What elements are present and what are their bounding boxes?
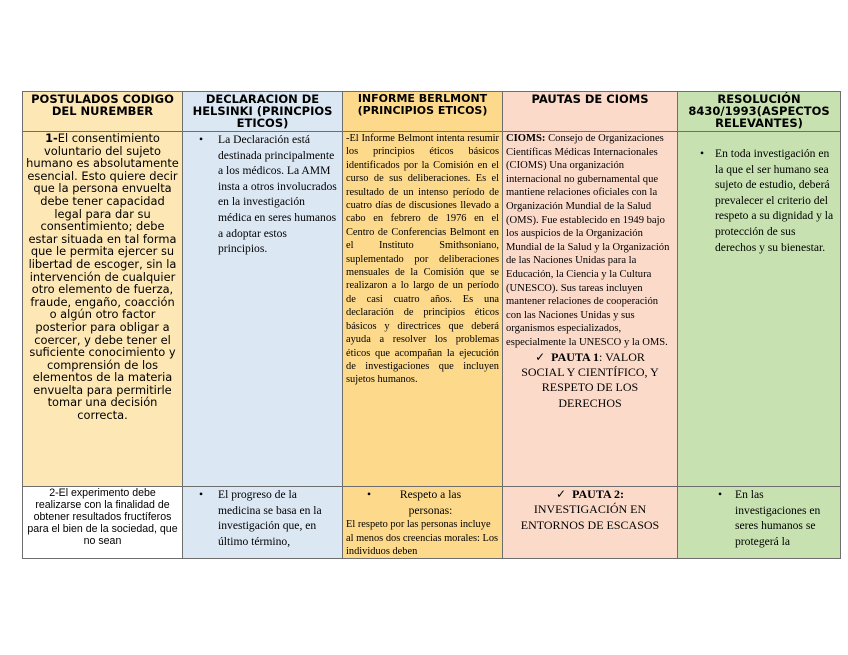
resolucion-text: En las investigaciones en seres humanos se protegerá la (735, 488, 821, 548)
pauta-text: INVESTIGACIÓN EN ENTORNOS DE ESCASOS (520, 502, 660, 532)
helsinki-text: La Declaración está destinada principalmente a los médicos. La AMM insta a otros involucrados en la investigación médica en seres humanos a adoptar estos principios. (218, 133, 337, 256)
nuremberg-postulate-1 (26, 132, 179, 422)
belmont-text: El respeto por las personas incluye al menos dos creencias morales: Los individuos deben (346, 519, 499, 557)
pauta-text: : VALOR SOCIAL Y CIENTÍFICO, Y RESPETO DE LOS DERECHOS (521, 349, 659, 410)
header-cioms: PAUTAS DE CIOMS (503, 92, 678, 132)
cell-belmont-2 (343, 487, 503, 559)
helsinki-text: El progreso de la medicina se basa en la investigación que, en último término, (218, 488, 322, 548)
bullet-icon: • (366, 488, 372, 501)
cell-cioms-1 (503, 132, 678, 487)
cell-helsinki-1 (183, 132, 343, 487)
cioms-description (506, 132, 674, 350)
belmont-bullet-text: Respeto a las personas: (399, 488, 462, 517)
postulate-text: El consentimiento voluntario del sujeto humano es absolutamente esencial. Esto quiere decir que la persona envuelta debe tener capacidad legal para dar su consentimiento; debe estar situada en tal forma que le permita ejercer su libertad de escoger, sin la intervención de cualquier otro elemento de fuerza, fraude, engaño, coacción o algún otro factor posterior para obligar a coercer, y debe tener el suficiente conocimiento y comprensión de los elementos de la materia envuelta para permitirle tomar una decisión correcta. (26, 131, 179, 423)
checkmark-icon: ✓ (556, 487, 567, 501)
belmont-bullet-item (360, 487, 479, 518)
bullet-icon: • (717, 488, 723, 501)
header-resolucion: RESOLUCIÓN 8430/1993(ASPECTOS RELEVANTES) (678, 92, 841, 132)
resolucion-bullet-item (693, 146, 837, 255)
checkmark-icon: ✓ (535, 349, 546, 364)
cell-nuremberg-1 (23, 132, 183, 487)
cioms-pauta-1 (506, 350, 674, 412)
resolucion-bullet-item (711, 487, 837, 549)
cell-helsinki-2 (183, 487, 343, 559)
cell-resolucion-1 (678, 132, 841, 487)
header-helsinki: DECLARACION DE HELSINKI (PRINCPIOS ETICOS) (183, 92, 343, 132)
postulate-number: 1- (45, 131, 58, 145)
comparison-table (22, 91, 841, 559)
helsinki-bullet-item (192, 487, 339, 549)
pauta-label: PAUTA 2: (572, 487, 624, 501)
helsinki-bullet-item (192, 132, 339, 257)
cell-resolucion-2 (678, 487, 841, 559)
cioms-pauta-2 (506, 487, 674, 533)
header-row (23, 92, 841, 132)
table-row (23, 132, 841, 487)
cell-belmont-1 (343, 132, 503, 487)
header-belmont: INFORME BERLMONT (PRINCIPIOS ETICOS) (343, 92, 503, 132)
resolucion-text: En toda investigación en la que el ser humano sea sujeto de estudio, deberá prevalecer el criterio del respeto a su dignidad y la protección de sus derechos y su bienestar. (715, 147, 834, 254)
pauta-label: PAUTA 1 (551, 349, 600, 364)
nuremberg-postulate-2: 2-El experimento debe realizarse con la finalidad de obtener resultados fructíferos para el bien de la sociedad, que no sean (27, 487, 178, 547)
cioms-label: CIOMS: (506, 133, 546, 144)
bullet-icon: • (699, 147, 705, 160)
header-nuremberg: POSTULADOS CODIGO DEL NUREMBER (23, 92, 183, 132)
belmont-text: -El Informe Belmont intenta resumir los principios éticos básicos identificados por la Comisión en el curso de sus deliberaciones. Es el resultado de un intenso período de cuatro días de discusiones llevado a cabo en febrero de 1976 en el Centro de Conferencias Belmont en el Instituto Smithsoniano, suplementado por deliberaciones mensuales de la Comisión que se realizaron a lo largo de un período de casi cuatro años. Es una declaración de principios éticos básicos y directrices que deberá ayuda a resolver los problemas éticos que acompañan la ejecución de investigaciones que incluyen sujetos humanos. (346, 133, 499, 386)
cell-nuremberg-2 (23, 487, 183, 559)
bullet-icon: • (198, 488, 204, 501)
bullet-icon: • (198, 133, 204, 146)
cell-cioms-2 (503, 487, 678, 559)
cioms-text: Consejo de Organizaciones Científicas Médicas Internacionales (CIOMS) Una organización internacional no gubernamental que mantiene relaciones oficiales con la Organización Mundial de la Salud (OMS). Fue establecido en 1949 bajo los auspicios de la Organización Mundial de la Salud y la Organización de las Naciones Unidas para la Educación, la Ciencia y la Cultura (UNESCO). Sus tareas incluyen mantener relaciones de cooperación con las Naciones Unidas y sus organismos especializados, especialmente la UNESCO y la OMS. (506, 133, 670, 348)
table-row (23, 487, 841, 559)
